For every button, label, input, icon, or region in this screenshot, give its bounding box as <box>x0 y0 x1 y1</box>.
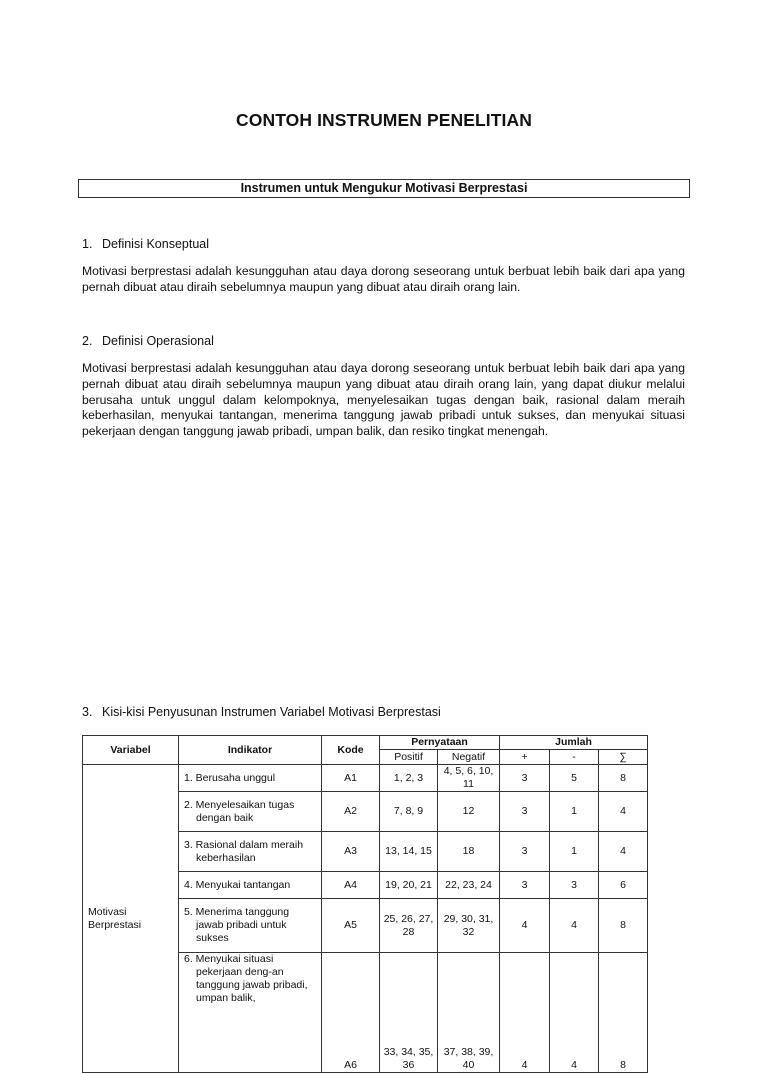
section-3-heading <box>82 704 441 720</box>
section-1-heading <box>82 236 209 252</box>
indikator-cell <box>179 953 322 1073</box>
plus-cell: 3 <box>500 792 550 832</box>
positif-cell: 33, 34, 35, 36 <box>380 953 438 1073</box>
indikator-cell <box>179 899 322 953</box>
indikator-cell <box>179 872 322 899</box>
total-cell: 6 <box>599 872 648 899</box>
section-2-heading <box>82 333 214 349</box>
section-title: Kisi-kisi Penyusunan Instrumen Variabel Motivasi Berprestasi <box>102 705 441 719</box>
kode-cell: A3 <box>322 832 380 872</box>
negatif-cell: 4, 5, 6, 10, 11 <box>438 765 500 792</box>
section-title: Definisi Operasional <box>102 334 214 348</box>
total-cell: 4 <box>599 832 648 872</box>
kode-cell: A1 <box>322 765 380 792</box>
section-1-text: Motivasi berprestasi adalah kesungguhan atau daya dorong seseorang untuk berbuat lebih baik dari apa yang pernah dibuat atau diraih sebelumnya maupun yang dibuat atau diraih orang lain. <box>82 264 685 294</box>
header-pernyataan: Pernyataan <box>380 736 500 750</box>
table-row <box>83 765 648 792</box>
header-positif: Positif <box>380 750 438 765</box>
subtitle-box: Instrumen untuk Mengukur Motivasi Berprestasi <box>78 179 690 198</box>
negatif-cell: 12 <box>438 792 500 832</box>
positif-cell: 19, 20, 21 <box>380 872 438 899</box>
total-cell: 4 <box>599 792 648 832</box>
negatif-cell: 22, 23, 24 <box>438 872 500 899</box>
negatif-cell: 29, 30, 31, 32 <box>438 899 500 953</box>
kisi-kisi-table <box>82 735 648 1073</box>
kode-cell: A4 <box>322 872 380 899</box>
header-minus: - <box>550 750 599 765</box>
minus-cell: 5 <box>550 765 599 792</box>
minus-cell: 3 <box>550 872 599 899</box>
indikator-cell <box>179 832 322 872</box>
positif-cell: 13, 14, 15 <box>380 832 438 872</box>
minus-cell: 1 <box>550 832 599 872</box>
indikator-text: 5. Menerima tanggung jawab pribadi untuk sukses <box>184 906 290 944</box>
page-title: CONTOH INSTRUMEN PENELITIAN <box>236 110 532 130</box>
indikator-text: 3. Rasional dalam meraih keberhasilan <box>184 838 304 864</box>
section-title: Definisi Konseptual <box>102 237 210 251</box>
header-variabel: Variabel <box>83 736 179 765</box>
minus-cell: 4 <box>550 899 599 953</box>
header-row <box>83 736 648 750</box>
section-2-text: Motivasi berprestasi adalah kesungguhan atau daya dorong seseorang untuk berbuat lebih baik dari apa yang pernah dibuat atau diraih sebelumnya maupun yang dibuat atau diraih orang lain, yang dapat diukur melalui berusaha untuk unggul dalam kelompoknya, menyelesaikan tugas dengan baik, rasional dalam meraih keberhasilan, menyukai tantangan, menerima tanggung jawab pribadi untuk sukses, dan menyukai situasi pekerjaan dengan tanggung jawab pribadi, umpan balik, dan resiko tingkat menengah. <box>82 361 685 439</box>
total-cell: 8 <box>599 765 648 792</box>
header-plus: + <box>500 750 550 765</box>
kode-cell: A6 <box>322 953 380 1073</box>
plus-cell: 4 <box>500 899 550 953</box>
plus-cell: 4 <box>500 953 550 1073</box>
negatif-cell: 37, 38, 39, 40 <box>438 953 500 1073</box>
positif-cell: 25, 26, 27, 28 <box>380 899 438 953</box>
plus-cell: 3 <box>500 765 550 792</box>
total-cell: 8 <box>599 899 648 953</box>
header-kode: Kode <box>322 736 380 765</box>
plus-cell: 3 <box>500 832 550 872</box>
section-number: 2. <box>82 334 93 348</box>
indikator-text: 1. Berusaha unggul <box>184 771 276 784</box>
indikator-text: 4. Menyukai tantangan <box>184 878 291 891</box>
header-jumlah: Jumlah <box>500 736 648 750</box>
indikator-text: 6. Menyukai situasi pekerjaan deng-an tanggung jawab pribadi, umpan balik, <box>184 953 308 1004</box>
positif-cell: 1, 2, 3 <box>380 765 438 792</box>
kode-cell: A5 <box>322 899 380 953</box>
kode-cell: A2 <box>322 792 380 832</box>
minus-cell: 1 <box>550 792 599 832</box>
indikator-cell <box>179 792 322 832</box>
variable-cell: Motivasi Berprestasi <box>83 765 179 1073</box>
indikator-cell <box>179 765 322 792</box>
header-sigma: ∑ <box>599 750 648 765</box>
header-indikator: Indikator <box>179 736 322 765</box>
section-number: 3. <box>82 705 93 719</box>
indikator-text: 2. Menyelesaikan tugas dengan baik <box>184 798 295 824</box>
section-number: 1. <box>82 237 93 251</box>
positif-cell: 7, 8, 9 <box>380 792 438 832</box>
header-negatif: Negatif <box>438 750 500 765</box>
minus-cell: 4 <box>550 953 599 1073</box>
total-cell: 8 <box>599 953 648 1073</box>
negatif-cell: 18 <box>438 832 500 872</box>
plus-cell: 3 <box>500 872 550 899</box>
